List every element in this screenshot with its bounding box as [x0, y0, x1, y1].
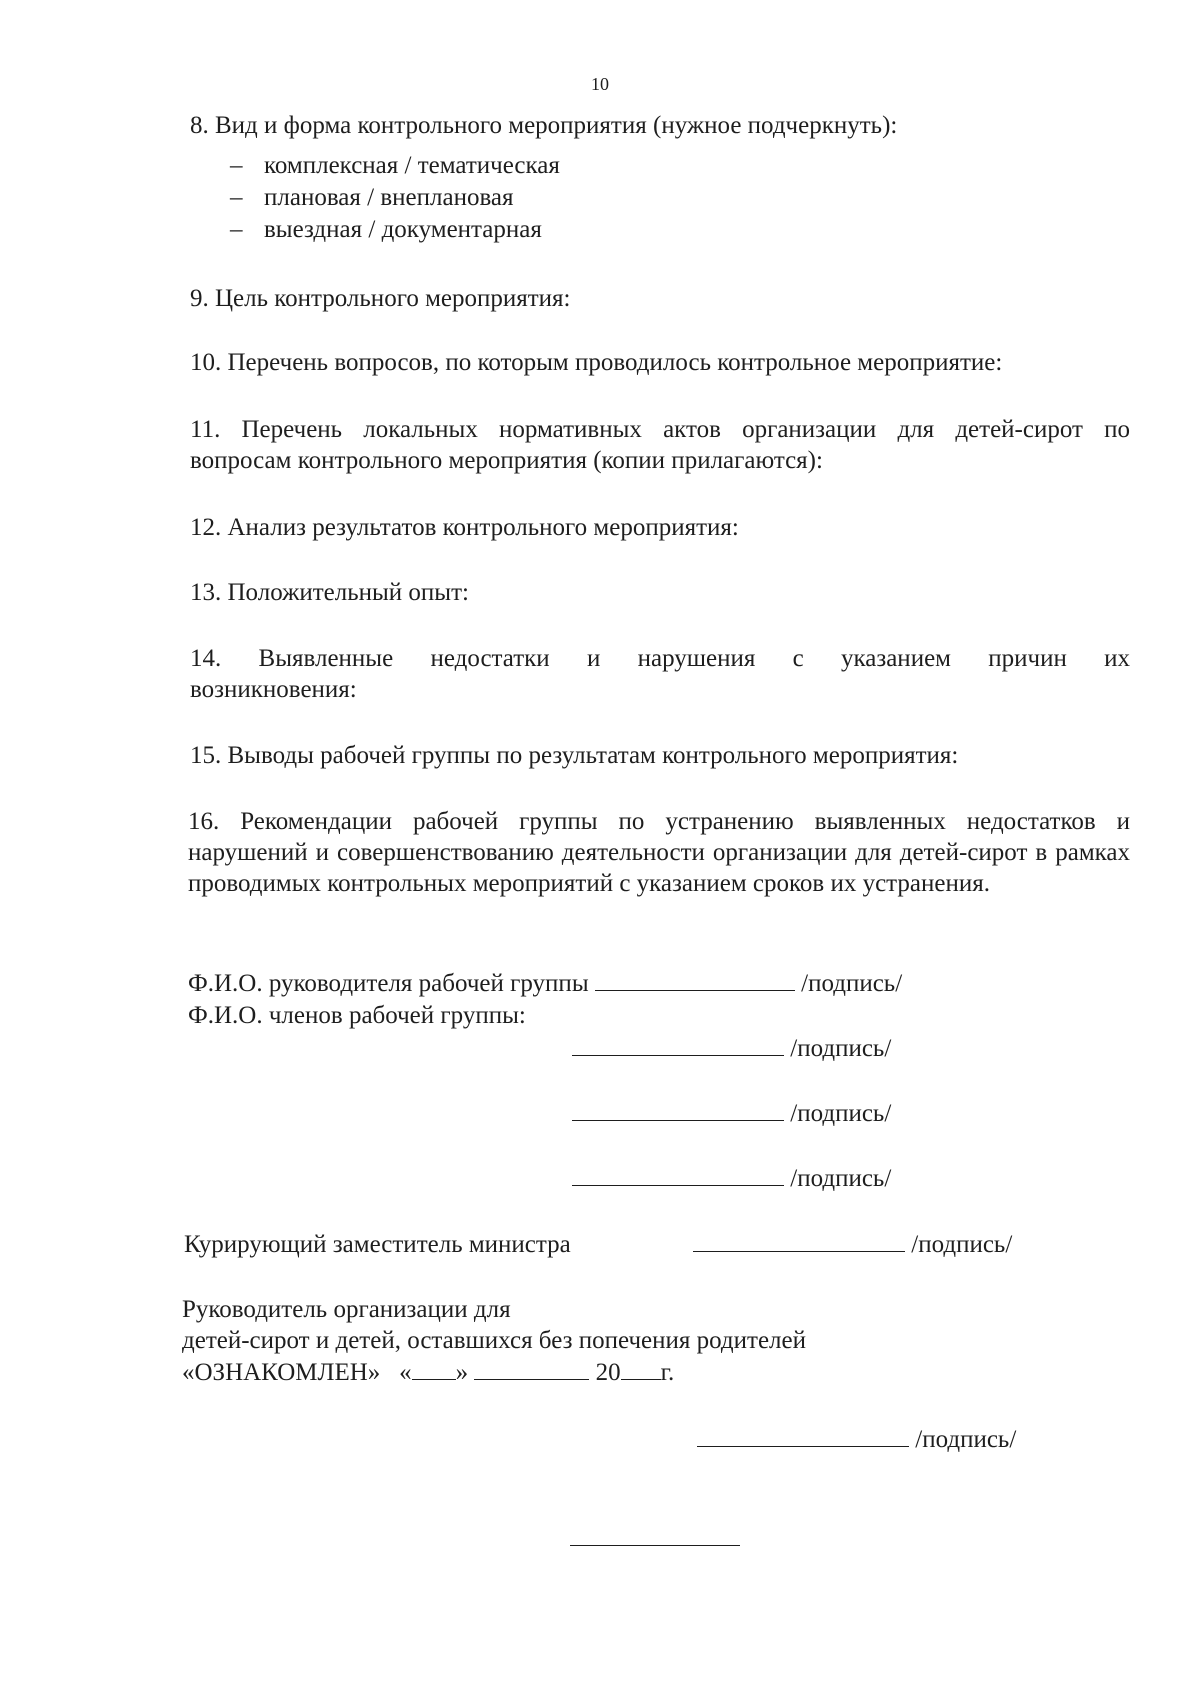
year-suffix: г.	[660, 1359, 675, 1386]
signature-blank	[572, 1033, 784, 1056]
option-planned: – плановая / внеплановая	[230, 182, 560, 214]
signature-word: /подпись/	[790, 1035, 892, 1062]
item-8-title: 8. Вид и форма контрольного мероприятия (нужное подчеркнуть):	[190, 112, 898, 139]
org-head-line2: детей-сирот и детей, оставшихся без попечения родителей	[182, 1327, 806, 1354]
signature-blank	[697, 1424, 909, 1447]
item-13: 13. Положительный опыт:	[190, 579, 469, 606]
org-head-line1: Руководитель организации для	[182, 1296, 511, 1323]
signature-blank	[572, 1163, 784, 1186]
signature-word: /подпись/	[801, 970, 903, 997]
item-16: 16. Рекомендации рабочей группы по устранению выявленных недостатков и нарушений и совершенствованию деятельности организации для детей-сирот в рамках проводимых контрольных мероприятий с указанием сроков их устранения.	[188, 808, 1130, 897]
deputy-minister-label: Курирующий заместитель министра	[184, 1231, 571, 1258]
item-14-line2: возникновения:	[190, 676, 357, 703]
month-blank	[474, 1357, 589, 1380]
year-blank	[621, 1357, 661, 1380]
signature-word: /подпись/	[915, 1426, 1017, 1453]
acknowledged-label: «ОЗНАКОМЛЕН»	[182, 1359, 381, 1386]
acknowledged-date-line	[182, 1357, 674, 1388]
item-15: 15. Выводы рабочей группы по результатам контрольного мероприятия:	[190, 742, 959, 769]
item-9: 9. Цель контрольного мероприятия:	[190, 285, 571, 312]
head-signature-line	[188, 968, 902, 999]
dash: –	[230, 216, 243, 243]
option-comprehensive: – комплексная / тематическая	[230, 150, 560, 182]
member-signature-3	[572, 1163, 891, 1194]
signature-word: /подпись/	[790, 1165, 892, 1192]
item-8-options	[230, 150, 560, 246]
org-head-signature	[697, 1424, 1016, 1455]
option-onsite: – выездная / документарная	[230, 214, 560, 246]
quote-close: »	[455, 1359, 469, 1386]
dash: –	[230, 184, 243, 211]
head-label: Ф.И.О. руководителя рабочей группы	[188, 970, 589, 997]
day-blank	[412, 1357, 456, 1380]
item-12: 12. Анализ результатов контрольного мероприятия:	[190, 514, 739, 541]
signature-blank	[572, 1098, 784, 1121]
item-10: 10. Перечень вопросов, по которым проводилось контрольное мероприятие:	[190, 349, 1003, 376]
deputy-signature	[693, 1229, 1012, 1260]
signature-blank	[595, 968, 795, 991]
footer-separator	[570, 1545, 740, 1546]
item-11-line2: вопросам контрольного мероприятия (копии прилагаются):	[190, 447, 823, 474]
signature-word: /подпись/	[911, 1231, 1013, 1258]
page-number: 10	[591, 74, 609, 94]
member-signature-2	[572, 1098, 891, 1129]
dash: –	[230, 152, 243, 179]
member-signature-1	[572, 1033, 891, 1064]
signature-word: /подпись/	[790, 1100, 892, 1127]
item-11-line1: 11. Перечень локальных нормативных актов организации для детей-сирот по	[190, 416, 1130, 443]
signature-blank	[693, 1229, 905, 1252]
item-14-line1: 14. Выявленные недостатки и нарушения с указанием причин их	[190, 645, 1130, 672]
year-prefix: 20	[595, 1359, 621, 1386]
quote-open: «	[399, 1359, 412, 1386]
members-label: Ф.И.О. членов рабочей группы:	[188, 1002, 526, 1029]
